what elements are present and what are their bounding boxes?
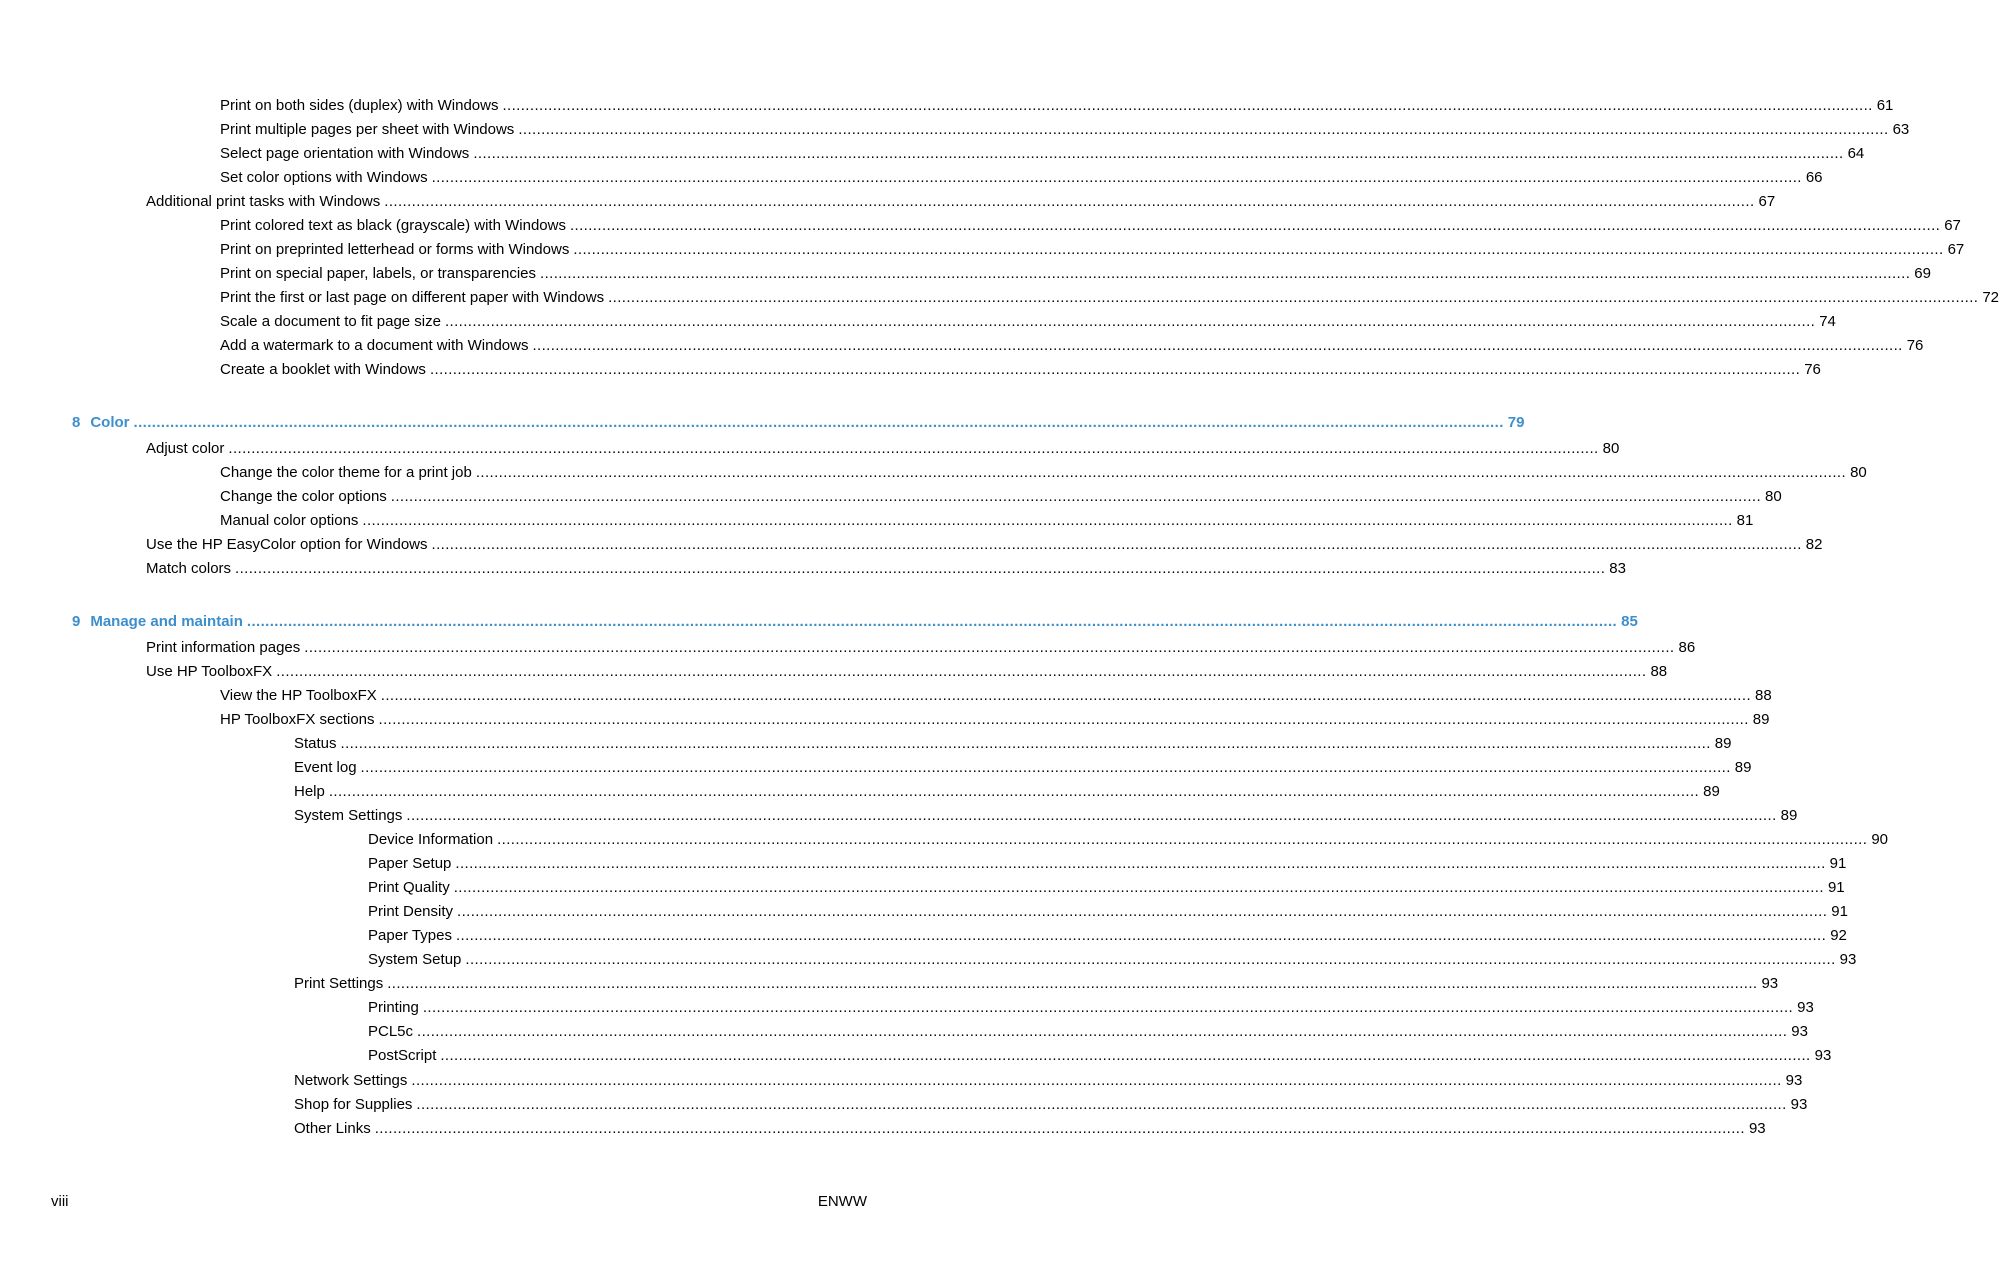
- dot-leader: ............................................................................................................................................................................................................................................................................................................: [455, 855, 1826, 872]
- dot-leader: ............................................................................................................................................................................................................................................................................................................: [422, 999, 1794, 1016]
- toc-page-number: 93: [1839, 951, 1857, 968]
- toc-entry-row[interactable]: [220, 685, 1772, 707]
- dot-leader: ............................................................................................................................................................................................................................................................................................................: [431, 169, 1802, 186]
- toc-page-number: 80: [1765, 488, 1782, 505]
- dot-leader: ............................................................................................................................................................................................................................................................................................................: [360, 759, 1731, 776]
- toc-entry-row[interactable]: [220, 215, 1961, 237]
- toc-entry-title: Select page orientation with Windows: [220, 145, 470, 162]
- dot-leader: ............................................................................................................................................................................................................................................................................................................: [573, 241, 1944, 258]
- toc-page-number: 93: [1797, 999, 1814, 1016]
- toc-entry-title: Print on special paper, labels, or transparencies: [220, 265, 537, 282]
- dot-leader: ............................................................................................................................................................................................................................................................................................................: [340, 735, 1711, 752]
- toc-entry-title: Print Density: [368, 903, 454, 920]
- toc-entry-title: Set color options with Windows: [220, 169, 428, 186]
- toc-entry-title: Paper Types: [368, 927, 452, 944]
- dot-leader: ............................................................................................................................................................................................................................................................................................................: [374, 1120, 1745, 1137]
- dot-leader: ............................................................................................................................................................................................................................................................................................................: [475, 464, 1847, 481]
- toc-entry-title: Add a watermark to a document with Windows: [220, 337, 529, 354]
- dot-leader: ............................................................................................................................................................................................................................................................................................................: [440, 1047, 1811, 1064]
- toc-entry-title: PostScript: [368, 1047, 437, 1064]
- toc-entry-row[interactable]: [220, 263, 1931, 285]
- toc-entry-title: Create a booklet with Windows: [220, 361, 426, 378]
- dot-leader: ............................................................................................................................................................................................................................................................................................................: [473, 145, 1844, 162]
- toc-entry-title: Print multiple pages per sheet with Windows: [220, 121, 515, 138]
- toc-page-number: 91: [1827, 879, 1845, 896]
- toc-page-number: 89: [1714, 735, 1732, 752]
- dot-leader: ............................................................................................................................................................................................................................................................................................................: [328, 783, 1700, 800]
- dot-leader: ............................................................................................................................................................................................................................................................................................................: [228, 440, 1599, 457]
- dot-leader: ............................................................................................................................................................................................................................................................................................................: [457, 903, 1828, 920]
- toc-entry-row[interactable]: [220, 287, 1999, 309]
- toc-page-number: 89: [1780, 807, 1798, 824]
- toc-entry-title: Print Quality: [368, 879, 450, 896]
- toc-page-number: 93: [1790, 1096, 1808, 1113]
- dot-leader: ............................................................................................................................................................................................................................................................................................................: [380, 687, 1752, 704]
- toc-entry-title: Scale a document to fit page size: [220, 313, 441, 330]
- dot-leader: ............................................................................................................................................................................................................................................................................................................: [455, 927, 1827, 944]
- toc-chapter-row[interactable]: [72, 611, 1638, 633]
- dot-leader: ............................................................................................................................................................................................................................................................................................................: [387, 975, 1758, 992]
- toc-entry-row[interactable]: [220, 239, 1965, 261]
- toc-entry-row[interactable]: [220, 95, 1894, 117]
- toc-chapter-title: Manage and maintain: [90, 613, 243, 630]
- dot-leader: ............................................................................................................................................................................................................................................................................................................: [378, 711, 1749, 728]
- toc-page-number: 86: [1678, 639, 1696, 656]
- toc-entry-title: Paper Setup: [368, 855, 452, 872]
- toc-page-number: 67: [1944, 217, 1961, 234]
- toc-page-number: 83: [1609, 560, 1626, 577]
- toc-entry-title: Use the HP EasyColor option for Windows: [146, 536, 428, 553]
- toc-entry-row[interactable]: [294, 733, 1732, 755]
- dot-leader: ............................................................................................................................................................................................................................................................................................................: [431, 536, 1802, 553]
- toc-chapter-heading: [72, 611, 247, 633]
- toc-entry-row[interactable]: [146, 191, 1776, 213]
- dot-leader: ............................................................................................................................................................................................................................................................................................................: [608, 289, 1979, 306]
- toc-entry-title: Additional print tasks with Windows: [146, 193, 381, 210]
- toc-entry-row[interactable]: [220, 311, 1836, 333]
- dot-leader: ............................................................................................................................................................................................................................................................................................................: [416, 1096, 1787, 1113]
- toc-page-number: 88: [1650, 663, 1668, 680]
- toc-entry-title: Change the color theme for a print job: [220, 464, 472, 481]
- dot-leader: ............................................................................................................................................................................................................................................................................................................: [411, 1072, 1782, 1089]
- toc-entry-row[interactable]: [368, 901, 1848, 923]
- toc-page-number: 66: [1805, 169, 1823, 186]
- toc-entry-title: Shop for Supplies: [294, 1096, 413, 1113]
- dot-leader: ............................................................................................................................................................................................................................................................................................................: [540, 265, 1911, 282]
- toc-entry-title: Print on both sides (duplex) with Windows: [220, 97, 499, 114]
- toc-entry-row[interactable]: [220, 462, 1867, 484]
- toc-chapter-number: 8: [72, 414, 81, 431]
- toc-entry-row[interactable]: [294, 1070, 1803, 1092]
- toc-entry-title: Status: [294, 735, 337, 752]
- footer-page-number: viii: [51, 1193, 69, 1210]
- toc-entry-row[interactable]: [368, 829, 1888, 851]
- toc-entry-title: Change the color options: [220, 488, 387, 505]
- toc-entry-row[interactable]: [220, 709, 1770, 731]
- toc-entry-row[interactable]: [220, 167, 1823, 189]
- toc-entry-row[interactable]: [368, 1045, 1832, 1067]
- toc-entry-row[interactable]: [146, 558, 1626, 580]
- toc-entry-title: Manual color options: [220, 512, 359, 529]
- toc-page-number: 81: [1736, 512, 1754, 529]
- toc-chapter-title: Color: [90, 414, 130, 431]
- toc-entry-row[interactable]: [368, 925, 1847, 947]
- toc-entry-row[interactable]: [146, 637, 1696, 659]
- toc-page-number: 72: [1982, 289, 1999, 306]
- toc-entry-title: Print information pages: [146, 639, 301, 656]
- toc-chapter-number: 9: [72, 613, 81, 630]
- toc-entry-title: HP ToolboxFX sections: [220, 711, 375, 728]
- dot-leader: ............................................................................................................................................................................................................................................................................................................: [518, 121, 1889, 138]
- toc-page-number: 90: [1871, 831, 1888, 848]
- footer-locale: ENWW: [817, 1193, 867, 1210]
- toc-entry-title: Network Settings: [294, 1072, 408, 1089]
- toc-chapter-row[interactable]: [72, 412, 1525, 434]
- toc-entry-row[interactable]: [220, 359, 1821, 381]
- toc-entry-row[interactable]: [368, 853, 1847, 875]
- toc-page-number: 88: [1755, 687, 1772, 704]
- dot-leader: ............................................................................................................................................................................................................................................................................................................: [453, 879, 1824, 896]
- toc-page-number: 93: [1791, 1023, 1808, 1040]
- toc-entry-row[interactable]: [220, 486, 1782, 508]
- toc-entry-title: Print colored text as black (grayscale) with Windows: [220, 217, 566, 234]
- toc-page-number: 79: [1507, 414, 1525, 431]
- toc-page-number: 93: [1748, 1120, 1766, 1137]
- toc-page-number: 63: [1892, 121, 1910, 138]
- toc-entry-row[interactable]: [368, 1021, 1808, 1043]
- toc-entry-title: Printing: [368, 999, 419, 1016]
- toc-page-number: 76: [1804, 361, 1821, 378]
- toc-entry-row[interactable]: [220, 119, 1910, 141]
- dot-leader: ............................................................................................................................................................................................................................................................................................................: [276, 663, 1647, 680]
- toc-entry-title: PCL5c: [368, 1023, 414, 1040]
- toc-page-number: 89: [1734, 759, 1752, 776]
- toc-entry-row[interactable]: [146, 438, 1620, 460]
- toc-page-number: 91: [1829, 855, 1847, 872]
- toc-entry-title: Print on preprinted letterhead or forms with Windows: [220, 241, 570, 258]
- dot-leader: ............................................................................................................................................................................................................................................................................................................: [569, 217, 1941, 234]
- toc-entry-title: Match colors: [146, 560, 232, 577]
- toc-page-number: 61: [1876, 97, 1894, 114]
- toc-entry-row[interactable]: [294, 973, 1779, 995]
- toc-page-number: 74: [1819, 313, 1836, 330]
- toc-page-number: 76: [1906, 337, 1924, 354]
- dot-leader: ............................................................................................................................................................................................................................................................................................................: [384, 193, 1755, 210]
- toc-entry-row[interactable]: [146, 534, 1823, 556]
- dot-leader: ............................................................................................................................................................................................................................................................................................................: [429, 361, 1801, 378]
- toc-entry-title: Device Information: [368, 831, 494, 848]
- toc-entry-title: Print Settings: [294, 975, 384, 992]
- dot-leader: ............................................................................................................................................................................................................................................................................................................: [417, 1023, 1788, 1040]
- toc-entry-row[interactable]: [220, 510, 1754, 532]
- dot-leader: ............................................................................................................................................................................................................................................................................................................: [406, 807, 1777, 824]
- toc-entry-title: Event log: [294, 759, 357, 776]
- toc-entry-title: System Settings: [294, 807, 403, 824]
- toc-page-number: 64: [1847, 145, 1865, 162]
- toc-page-number: 67: [1947, 241, 1965, 258]
- toc-entry-row[interactable]: [294, 1094, 1808, 1116]
- dot-leader: ............................................................................................................................................................................................................................................................................................................: [235, 560, 1606, 577]
- toc-entry-row[interactable]: [294, 757, 1752, 779]
- toc-entry-row[interactable]: [368, 997, 1814, 1019]
- toc-page-number: 91: [1831, 903, 1848, 920]
- toc-page-number: 89: [1752, 711, 1770, 728]
- dot-leader: ............................................................................................................................................................................................................................................................................................................: [497, 831, 1868, 848]
- dot-leader: ............................................................................................................................................................................................................................................................................................................: [246, 613, 1618, 630]
- dot-leader: ............................................................................................................................................................................................................................................................................................................: [304, 639, 1675, 656]
- toc-page-number: 92: [1830, 927, 1847, 944]
- dot-leader: ............................................................................................................................................................................................................................................................................................................: [532, 337, 1903, 354]
- toc-entry-title: Other Links: [294, 1120, 371, 1137]
- toc-entry-row[interactable]: [146, 661, 1668, 683]
- toc-page-number: 80: [1602, 440, 1620, 457]
- toc-page-number: 93: [1785, 1072, 1803, 1089]
- toc-entry-title: Adjust color: [146, 440, 225, 457]
- toc-entry-row[interactable]: [220, 335, 1924, 357]
- toc-entry-row[interactable]: [294, 805, 1798, 827]
- toc-page-number: 93: [1761, 975, 1779, 992]
- toc-entry-title: Print the first or last page on different paper with Windows: [220, 289, 605, 306]
- toc-page-number: 82: [1805, 536, 1823, 553]
- toc-entry-title: Use HP ToolboxFX: [146, 663, 273, 680]
- toc-entry-title: Help: [294, 783, 325, 800]
- toc-entry-row[interactable]: [368, 877, 1845, 899]
- toc-entry-row[interactable]: [294, 1118, 1766, 1140]
- toc-page-number: 89: [1703, 783, 1720, 800]
- dot-leader: ............................................................................................................................................................................................................................................................................................................: [465, 951, 1836, 968]
- toc-page-number: 85: [1621, 613, 1638, 630]
- toc-entry-row[interactable]: [368, 949, 1857, 971]
- dot-leader: ............................................................................................................................................................................................................................................................................................................: [390, 488, 1762, 505]
- toc-entry-title: View the HP ToolboxFX: [220, 687, 377, 704]
- dot-leader: ............................................................................................................................................................................................................................................................................................................: [133, 414, 1504, 431]
- dot-leader: ............................................................................................................................................................................................................................................................................................................: [362, 512, 1733, 529]
- toc-page-number: 67: [1758, 193, 1776, 210]
- toc-page-number: 93: [1814, 1047, 1832, 1064]
- dot-leader: ............................................................................................................................................................................................................................................................................................................: [502, 97, 1873, 114]
- toc-chapter-heading: [72, 412, 134, 434]
- toc-page-number: 80: [1850, 464, 1867, 481]
- dot-leader: ............................................................................................................................................................................................................................................................................................................: [444, 313, 1816, 330]
- toc-entry-row[interactable]: [220, 143, 1865, 165]
- toc-entry-row[interactable]: [294, 781, 1720, 803]
- toc-page-number: 69: [1914, 265, 1931, 282]
- toc-entry-title: System Setup: [368, 951, 462, 968]
